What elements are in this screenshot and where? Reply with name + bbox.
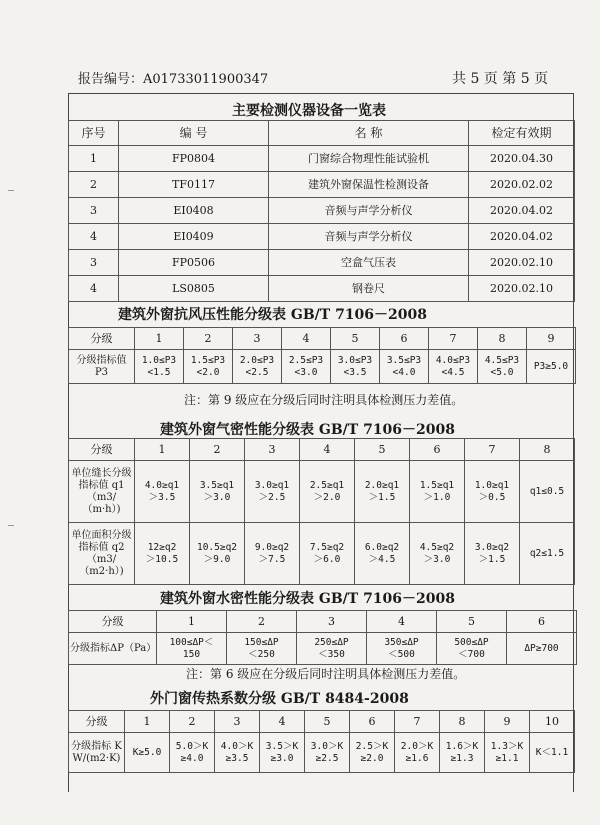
value-cell bbox=[300, 523, 355, 585]
value-cell bbox=[233, 350, 282, 384]
value-line: <4.0 bbox=[392, 366, 416, 378]
grade-cell: 4 bbox=[367, 611, 437, 633]
value-line: 6.0≥q2 bbox=[364, 541, 400, 553]
row-label: 分级 bbox=[69, 611, 157, 633]
air-table bbox=[68, 438, 574, 585]
value-line: ΔP≥700 bbox=[524, 642, 559, 654]
value-cell bbox=[440, 733, 485, 773]
value-line: 4.0≥q1 bbox=[144, 479, 180, 491]
value-line: ＞3.5 bbox=[148, 491, 176, 503]
value-line: 3.0≥q2 bbox=[474, 541, 510, 553]
value-line: 150 bbox=[182, 648, 201, 660]
value-line: ≥4.0 bbox=[180, 752, 204, 764]
value-line: 1.0≥q1 bbox=[474, 479, 510, 491]
air-grid bbox=[68, 438, 575, 585]
grade-cell: 2 bbox=[190, 439, 245, 461]
grade-cell: 8 bbox=[478, 328, 527, 350]
value-cell bbox=[135, 350, 184, 384]
value-cell bbox=[331, 350, 380, 384]
value-line: ＞3.0 bbox=[203, 491, 231, 503]
table-row bbox=[69, 198, 575, 224]
wind-note: 注：第 9 级应在分级后同时注明具体检测压力差值。 bbox=[184, 393, 464, 407]
grade-cell: 3 bbox=[245, 439, 300, 461]
heat-title: 外门窗传热系数分级 GB/T 8484-2008 bbox=[150, 691, 409, 707]
value-cell bbox=[465, 523, 520, 585]
value-line: ＞0.5 bbox=[478, 491, 506, 503]
value-line: ＞10.5 bbox=[145, 553, 179, 565]
water-grid bbox=[68, 610, 577, 665]
value-line: P3≥5.0 bbox=[533, 360, 569, 372]
grade-row bbox=[69, 711, 575, 733]
heat-table bbox=[68, 710, 574, 773]
grade-cell: 4 bbox=[300, 439, 355, 461]
grade-cell: 4 bbox=[260, 711, 305, 733]
row-label: 单位面积分级指标值 q2（m3/（m2·h）) bbox=[69, 523, 135, 585]
value-line: ≥1.6 bbox=[405, 752, 429, 764]
value-line: 1.5≥q1 bbox=[419, 479, 455, 491]
value-cell bbox=[260, 733, 305, 773]
value-cell bbox=[184, 350, 233, 384]
value-line: ＞1.0 bbox=[423, 491, 451, 503]
grade-cell: 6 bbox=[507, 611, 577, 633]
value-line: 3.5≤P3 bbox=[386, 354, 422, 366]
report-number: 报告编号：A01733011900347 bbox=[78, 72, 269, 87]
table-cell: 音频与声学分析仪 bbox=[269, 198, 469, 224]
table-cell: 3 bbox=[69, 250, 119, 276]
table-cell: FP0506 bbox=[119, 250, 269, 276]
value-cell bbox=[478, 350, 527, 384]
table-row bbox=[69, 172, 575, 198]
table-row bbox=[69, 250, 575, 276]
heat-grid bbox=[68, 710, 575, 773]
value-line: 4.5≥q2 bbox=[419, 541, 455, 553]
wind-grid bbox=[68, 327, 576, 384]
value-cell bbox=[190, 461, 245, 523]
value-line: 150≤ΔP bbox=[244, 636, 279, 648]
table-cell: 2020.04.30 bbox=[469, 146, 575, 172]
grade-cell: 8 bbox=[520, 439, 575, 461]
value-line: 3.0≥q1 bbox=[254, 479, 290, 491]
grade-cell: 6 bbox=[350, 711, 395, 733]
value-line: 4.0＞K bbox=[220, 740, 254, 752]
value-line: 4.0≤P3 bbox=[435, 354, 471, 366]
table-cell: 4 bbox=[69, 276, 119, 302]
row-label: 分级 bbox=[69, 439, 135, 461]
value-line: 3.5＞K bbox=[265, 740, 299, 752]
value-line: ≥2.5 bbox=[315, 752, 339, 764]
value-cell bbox=[507, 633, 577, 665]
header-row bbox=[69, 121, 575, 146]
value-line: K＜1.1 bbox=[535, 746, 569, 758]
value-line: 4.5≤P3 bbox=[484, 354, 520, 366]
value-row bbox=[69, 733, 575, 773]
value-line: 2.5＞K bbox=[355, 740, 389, 752]
wind-title: 建筑外窗抗风压性能分级表 GB/T 7106－2008 bbox=[118, 307, 427, 323]
value-cell bbox=[367, 633, 437, 665]
grade-cell: 8 bbox=[440, 711, 485, 733]
value-line: 2.0＞K bbox=[400, 740, 434, 752]
grade-cell: 7 bbox=[429, 328, 478, 350]
value-line: 500≤ΔP bbox=[454, 636, 489, 648]
value-cell bbox=[245, 523, 300, 585]
value-line: <3.0 bbox=[294, 366, 318, 378]
column-header: 编 号 bbox=[119, 121, 269, 146]
wind-table bbox=[68, 327, 574, 384]
value-cell bbox=[485, 733, 530, 773]
value-line: 100≤ΔP＜ bbox=[169, 636, 214, 648]
value-line: 9.0≥q2 bbox=[254, 541, 290, 553]
table-cell: 2020.02.10 bbox=[469, 276, 575, 302]
value-line: 3.0≤P3 bbox=[337, 354, 373, 366]
value-cell bbox=[245, 461, 300, 523]
value-line: <1.5 bbox=[147, 366, 171, 378]
value-line: 2.0≥q1 bbox=[364, 479, 400, 491]
air-title: 建筑外窗气密性能分级表 GB/T 7106－2008 bbox=[160, 422, 455, 438]
grade-cell: 5 bbox=[305, 711, 350, 733]
row-label: 分级指标值 P3 bbox=[69, 350, 135, 384]
value-row bbox=[69, 461, 575, 523]
table-cell: 门窗综合物理性能试验机 bbox=[269, 146, 469, 172]
column-header: 名 称 bbox=[269, 121, 469, 146]
grade-cell: 5 bbox=[355, 439, 410, 461]
table-cell: 音频与声学分析仪 bbox=[269, 224, 469, 250]
value-cell bbox=[395, 733, 440, 773]
value-cell bbox=[527, 350, 576, 384]
value-row bbox=[69, 350, 576, 384]
grade-cell: 3 bbox=[233, 328, 282, 350]
value-cell bbox=[437, 633, 507, 665]
table-cell: 2020.02.02 bbox=[469, 172, 575, 198]
value-cell bbox=[297, 633, 367, 665]
table-cell: TF0117 bbox=[119, 172, 269, 198]
value-line: <5.0 bbox=[490, 366, 514, 378]
table-cell: 建筑外窗保温性检测设备 bbox=[269, 172, 469, 198]
value-line: ＞9.0 bbox=[203, 553, 231, 565]
scan-mark bbox=[8, 190, 14, 191]
grade-cell: 2 bbox=[184, 328, 233, 350]
value-line: 7.5≥q2 bbox=[309, 541, 345, 553]
equipment-table bbox=[68, 120, 574, 302]
table-cell: 2 bbox=[69, 172, 119, 198]
value-cell bbox=[157, 633, 227, 665]
grade-cell: 6 bbox=[410, 439, 465, 461]
value-line: 1.3＞K bbox=[490, 740, 524, 752]
grade-row bbox=[69, 328, 576, 350]
grade-cell: 1 bbox=[135, 439, 190, 461]
water-title: 建筑外窗水密性能分级表 GB/T 7106－2008 bbox=[160, 591, 455, 607]
value-line: ≥1.3 bbox=[450, 752, 474, 764]
value-cell bbox=[520, 461, 575, 523]
value-line: q1≤0.5 bbox=[529, 485, 565, 497]
grade-cell: 2 bbox=[170, 711, 215, 733]
table-cell: EI0408 bbox=[119, 198, 269, 224]
value-line: ≥3.0 bbox=[270, 752, 294, 764]
value-cell bbox=[355, 461, 410, 523]
value-line: ＞4.5 bbox=[368, 553, 396, 565]
value-line: ＞6.0 bbox=[313, 553, 341, 565]
water-note: 注：第 6 级应在分级后同时注明具体检测压力差值。 bbox=[186, 667, 466, 681]
value-line: 2.5≥q1 bbox=[309, 479, 345, 491]
value-cell bbox=[125, 733, 170, 773]
grade-cell: 2 bbox=[227, 611, 297, 633]
value-line: 12≥q2 bbox=[147, 541, 177, 553]
value-line: <3.5 bbox=[343, 366, 367, 378]
value-cell bbox=[282, 350, 331, 384]
scan-mark bbox=[8, 525, 14, 526]
value-line: 2.5≤P3 bbox=[288, 354, 324, 366]
column-header: 序号 bbox=[69, 121, 119, 146]
value-line: 3.0＞K bbox=[310, 740, 344, 752]
table-cell: 2020.02.10 bbox=[469, 250, 575, 276]
value-line: ＞2.0 bbox=[313, 491, 341, 503]
value-cell bbox=[135, 461, 190, 523]
table-cell: FP0804 bbox=[119, 146, 269, 172]
value-line: q2≤1.5 bbox=[529, 547, 565, 559]
table-cell: 3 bbox=[69, 198, 119, 224]
grade-cell: 4 bbox=[282, 328, 331, 350]
row-label: 分级指标ΔP（Pa） bbox=[69, 633, 157, 665]
value-line: 1.5≤P3 bbox=[190, 354, 226, 366]
grade-row bbox=[69, 611, 577, 633]
value-line: K≥5.0 bbox=[132, 746, 162, 758]
value-line: ＞1.5 bbox=[368, 491, 396, 503]
value-line: 250≤ΔP bbox=[314, 636, 349, 648]
value-row bbox=[69, 523, 575, 585]
grade-cell: 1 bbox=[157, 611, 227, 633]
equipment-grid bbox=[68, 120, 575, 302]
table-cell: 钢卷尺 bbox=[269, 276, 469, 302]
value-line: 10.5≥q2 bbox=[196, 541, 238, 553]
table-row bbox=[69, 224, 575, 250]
row-label: 分级 bbox=[69, 711, 125, 733]
value-cell bbox=[465, 461, 520, 523]
grade-cell: 7 bbox=[395, 711, 440, 733]
value-line: 1.0≤P3 bbox=[141, 354, 177, 366]
value-line: ＞7.5 bbox=[258, 553, 286, 565]
value-row bbox=[69, 633, 577, 665]
grade-cell: 5 bbox=[437, 611, 507, 633]
value-line: ＞3.0 bbox=[423, 553, 451, 565]
grade-cell: 6 bbox=[380, 328, 429, 350]
table-cell: 空盒气压表 bbox=[269, 250, 469, 276]
row-label: 分级指标 K W/(m2·K) bbox=[69, 733, 125, 773]
grade-cell: 3 bbox=[215, 711, 260, 733]
water-table bbox=[68, 610, 574, 665]
table-cell: 4 bbox=[69, 224, 119, 250]
value-line: ＜350 bbox=[318, 648, 345, 660]
value-cell bbox=[350, 733, 395, 773]
value-line: 350≤ΔP bbox=[384, 636, 419, 648]
value-cell bbox=[355, 523, 410, 585]
value-line: ＜250 bbox=[248, 648, 275, 660]
value-cell bbox=[429, 350, 478, 384]
value-line: ＞2.5 bbox=[258, 491, 286, 503]
grade-cell: 5 bbox=[331, 328, 380, 350]
value-cell bbox=[380, 350, 429, 384]
value-line: ＜700 bbox=[458, 648, 485, 660]
column-header: 检定有效期 bbox=[469, 121, 575, 146]
value-cell bbox=[520, 523, 575, 585]
value-cell bbox=[135, 523, 190, 585]
table-row bbox=[69, 276, 575, 302]
page-count: 共 5 页 第 5 页 bbox=[452, 71, 549, 87]
value-line: 2.0≤P3 bbox=[239, 354, 275, 366]
value-line: ＜500 bbox=[388, 648, 415, 660]
value-cell bbox=[227, 633, 297, 665]
value-line: ≥2.0 bbox=[360, 752, 384, 764]
value-line: ≥1.1 bbox=[495, 752, 519, 764]
grade-row bbox=[69, 439, 575, 461]
value-cell bbox=[190, 523, 245, 585]
table-cell: 1 bbox=[69, 146, 119, 172]
value-cell bbox=[410, 523, 465, 585]
table-cell: LS0805 bbox=[119, 276, 269, 302]
table-cell: 2020.04.02 bbox=[469, 224, 575, 250]
row-label: 单位缝长分级指标值 q1（m3/（m·h）) bbox=[69, 461, 135, 523]
value-line: ＞1.5 bbox=[478, 553, 506, 565]
table-row bbox=[69, 146, 575, 172]
row-label: 分级 bbox=[69, 328, 135, 350]
grade-cell: 1 bbox=[125, 711, 170, 733]
value-line: <2.5 bbox=[245, 366, 269, 378]
grade-cell: 7 bbox=[465, 439, 520, 461]
value-cell bbox=[410, 461, 465, 523]
value-cell bbox=[300, 461, 355, 523]
grade-cell: 3 bbox=[297, 611, 367, 633]
grade-cell: 10 bbox=[530, 711, 575, 733]
value-cell bbox=[215, 733, 260, 773]
grade-cell: 9 bbox=[485, 711, 530, 733]
value-line: ≥3.5 bbox=[225, 752, 249, 764]
value-line: 3.5≥q1 bbox=[199, 479, 235, 491]
value-cell bbox=[170, 733, 215, 773]
value-line: <2.0 bbox=[196, 366, 220, 378]
table-cell: EI0409 bbox=[119, 224, 269, 250]
value-line: <4.5 bbox=[441, 366, 465, 378]
value-line: 5.0＞K bbox=[175, 740, 209, 752]
value-line: 1.6＞K bbox=[445, 740, 479, 752]
grade-cell: 9 bbox=[527, 328, 576, 350]
table-cell: 2020.04.02 bbox=[469, 198, 575, 224]
value-cell bbox=[305, 733, 350, 773]
grade-cell: 1 bbox=[135, 328, 184, 350]
equipment-title: 主要检测仪器设备一览表 bbox=[232, 103, 386, 119]
value-cell bbox=[530, 733, 575, 773]
